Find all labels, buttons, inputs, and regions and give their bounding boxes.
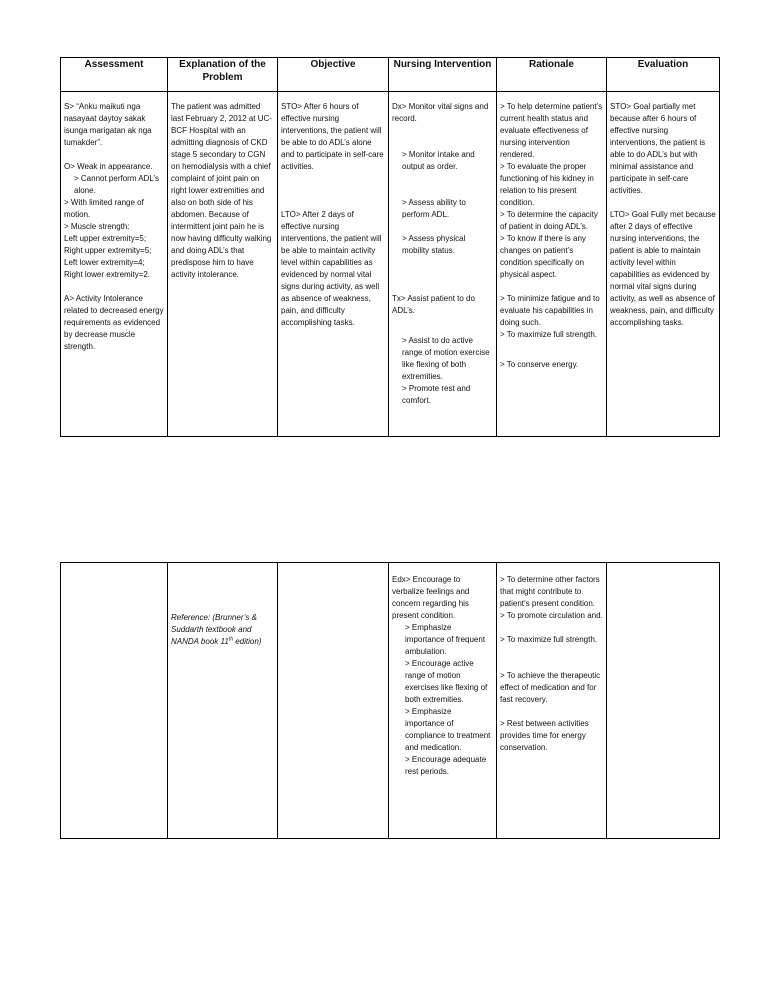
rationale-item: > To help determine patient’s current health status and evaluate effectiveness of nursing intervention rendered. — [500, 102, 603, 159]
header-rationale: Rationale — [497, 58, 607, 92]
explanation-cell — [168, 92, 278, 437]
rationale-cell — [497, 563, 607, 839]
dx-item: > Monitor intake and output as order. — [402, 150, 475, 171]
objective-item: > Cannot perform ADL’s alone. — [74, 174, 160, 195]
long-term-objective: LTO> After 2 days of effective nursing interventions, the patient will be able to maintain activity level within capabilities as evidenced by normal vital signs during activity, as well as absence of weakness, pain, and difficulty accomplishing tasks. — [281, 210, 382, 327]
rationale-item: > To know if there is any changes on patient’s condition specifically on physical aspect. — [500, 234, 586, 279]
explanation-cell — [168, 563, 278, 839]
objective-cell — [278, 92, 389, 437]
strength-line: Right upper extremity=5; — [64, 246, 152, 255]
objective-item: > Muscle strength: — [64, 222, 130, 231]
rationale-item: > To evaluate the proper functioning of his kidney in relation to his present condition. — [500, 162, 594, 207]
strength-line: Left upper extremity=5; — [64, 234, 147, 243]
rationale-item: > To maximize full strength. — [500, 635, 598, 644]
reference-text: Reference: (Brunner’s & Suddarth textbook and NANDA book 11 — [171, 613, 257, 646]
objective-data-intro: O> Weak in appearance. — [64, 162, 153, 171]
tx-item: > Promote rest and comfort. — [402, 384, 471, 405]
short-term-objective: STO> After 6 hours of effective nursing interventions, the patient will be able to do ADL’s alone and to participate in self-care activities. — [281, 102, 384, 171]
tx-intervention: Tx> Assist patient to do ADL’s. — [392, 294, 475, 315]
tx-item: > Assist to do active range of motion exercise like flexing of both extremities. — [402, 336, 490, 381]
header-evaluation: Evaluation — [607, 58, 720, 92]
header-assessment: Assessment — [61, 58, 168, 92]
analysis-data: A> Activity Intolerance related to decreased energy requirements as evidenced by decrease muscle strength. — [64, 294, 164, 351]
header-objective: Objective — [278, 58, 389, 92]
rationale-item: > To determine the capacity of patient in doing ADL’s. — [500, 210, 598, 231]
rationale-item: > To conserve energy. — [500, 360, 579, 369]
edx-item: > Encourage active range of motion exercises like flexing of both extremities. — [405, 659, 488, 704]
edx-intervention: Edx> Encourage to verbalize feelings and concern regarding his present condition. — [392, 575, 470, 620]
rationale-item: > To promote circulation and. — [500, 611, 603, 620]
edx-item: > Encourage adequate rest periods. — [405, 755, 487, 776]
objective-cell — [278, 563, 389, 839]
intervention-cell — [389, 563, 497, 839]
rationale-item: > To maximize full strength. — [500, 330, 598, 339]
rationale-item: > To determine other factors that might contribute to patient’s present condition. — [500, 575, 600, 608]
evaluation-cell — [607, 563, 720, 839]
care-plan-table-1 — [60, 57, 720, 437]
edx-item: > Emphasize importance of compliance to treatment and medication. — [405, 707, 491, 752]
rationale-item: > To achieve the therapeutic effect of medication and for fast recovery. — [500, 671, 601, 704]
edx-item: > Emphasize importance of frequent ambulation. — [405, 623, 486, 656]
care-plan-table-2 — [60, 562, 720, 839]
reference-edition: edition) — [235, 637, 262, 646]
assessment-cell — [61, 563, 168, 839]
dx-intervention: Dx> Monitor vital signs and record. — [392, 102, 489, 123]
rationale-cell — [497, 92, 607, 437]
rationale-item: > To minimize fatigue and to evaluate his capabilities in doing such. — [500, 294, 600, 327]
strength-line: Left lower extremity=4; — [64, 258, 145, 267]
intervention-cell — [389, 92, 497, 437]
dx-item: > Assess physical mobility status. — [402, 234, 466, 255]
assessment-cell — [61, 92, 168, 437]
short-term-evaluation: STO> Goal partially met because after 6 hours of effective nursing interventions, the patient is able to do ADL’s but with minimal assistance and participate in self-care activities. — [610, 102, 706, 195]
dx-item: > Assess ability to perform ADL. — [402, 198, 466, 219]
explanation-text: The patient was admitted last February 2, 2012 at UC-BCF Hospital with an admitting diagnosis of CKD stage 5 secondary to CGN on hemodialysis with a chief complaint of joint pain on right lower extremities and also on both side of his abdomen. Because of intermittent joint pain he is now having difficulty walking and doing ADL’s that predispose him to have activity intolerance. — [171, 102, 272, 279]
header-nursing-intervention: Nursing Intervention — [389, 58, 497, 92]
long-term-evaluation: LTO> Goal Fully met because after 2 days of effective nursing interventions, the patient is able to maintain activity level within capabilities as evidenced by normal vital signs during activity, as well as absence of weakness, pain, and difficulty accomplishing tasks. — [610, 210, 716, 327]
rationale-item: > Rest between activities provides time for energy conservation. — [500, 719, 589, 752]
reference-superscript: th — [228, 636, 233, 643]
objective-item: > With limited range of motion. — [64, 198, 144, 219]
evaluation-cell — [607, 92, 720, 437]
strength-line: Right lower extremity=2. — [64, 270, 151, 279]
header-explanation: Explanation of the Problem — [168, 58, 278, 92]
subjective-data: S> “Anku maikuti nga nasayaat daytoy sakak isunga marigatan ak nga tumakder”. — [64, 102, 152, 147]
